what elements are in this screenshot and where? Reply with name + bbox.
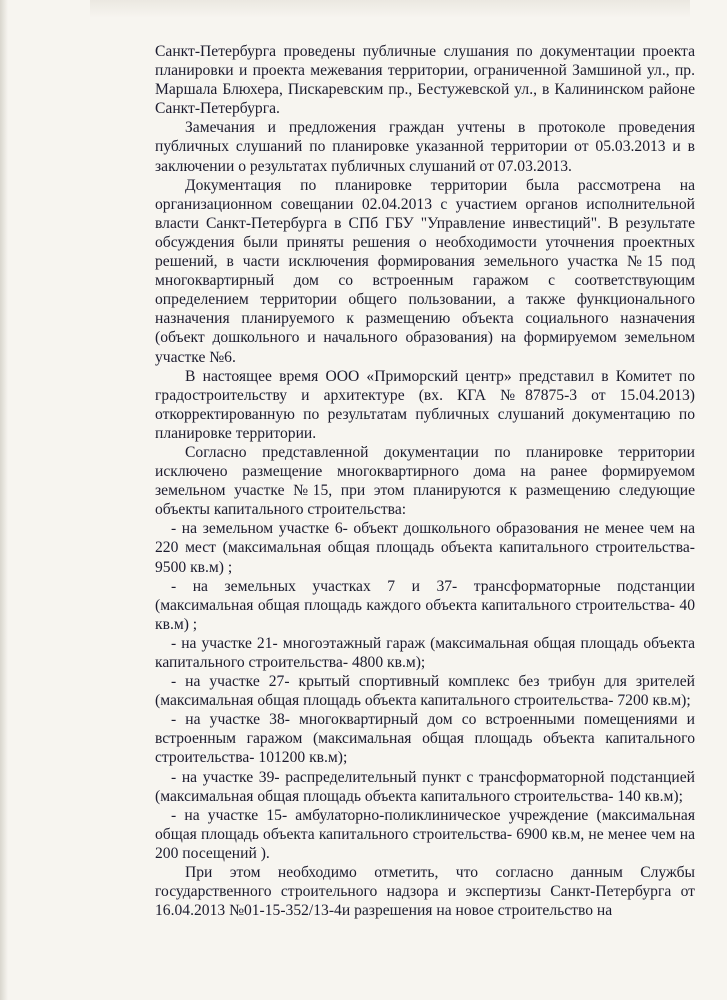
paragraph-corrected-documentation: В настоящее время ООО «Приморский центр» представил в Комитет по градостроительству и архитектуре (вх. КГА №87875-3 от 15.04.2013) откорректированную по результатам публичных слушаний документацию по планировке территории. <box>155 367 695 442</box>
paragraph-planned-objects-intro: Согласно представленной документации по планировке территории исключено размещение многоквартирного дома на ранее формируемом земельном участке №15, при этом планируются к размещению следующие объекты капитального строительства: <box>155 443 695 519</box>
paragraph-citizen-remarks: Замечания и предложения граждан учтены в протоколе проведения публичных слушаний по планировке указанной территории от 05.03.2013 и в заключении о результатах публичных слушаний от 07.03.2013. <box>155 119 695 175</box>
list-item-plot-39: - на участке 39- распределительный пункт с трансформаторной подстанцией (максимальная общая площадь объекта капитального строительства- 140 кв.м); <box>155 768 695 805</box>
document-body <box>155 42 695 920</box>
list-item-plot-6: - на земельном участке 6- объект дошкольного образования не менее чем на 220 мест (максимальная общая площадь объекта капитального строительства- 9500 кв.м) ; <box>155 520 695 576</box>
list-item-plot-15: - на участке 15- амбулаторно-поликлиническое учреждение (максимальная общая площадь объекта капитального строительства- 6900 кв.м, не менее чем на 200 посещений ). <box>155 806 695 862</box>
page-left-edge <box>0 0 8 1000</box>
paragraph-organizational-meeting: Документация по планировке территории была рассмотрена на организационном совещании 02.04.2013 с участием органов исполнительной власти Санкт-Петербурга в СПб ГБУ "Управление инвестиций". В результате обсуждения были приняты решения о необходимости уточнения проектных решений, в части исключения формирования земельного участка №15 под многоквартирный дом со встроенным гаражом с соответствующим определением территории общего пользовании, а также функционального назначения планируемого к размещению объекта социального назначения (объект дошкольного и начального образования) на формируемом земельном участке №6. <box>155 176 695 366</box>
list-item-plots-7-37: - на земельных участках 7 и 37- трансформаторные подстанции (максимальная общая площадь каждого объекта капитального строительства- 40 кв.м) ; <box>155 577 695 633</box>
page-top-shadow <box>90 0 690 18</box>
list-item-plot-21: - на участке 21- многоэтажный гараж (максимальная общая площадь объекта капитального строительства- 4800 кв.м); <box>155 634 695 671</box>
paragraph-construction-supervision: При этом необходимо отметить, что согласно данным Службы государственного строительного надзора и экспертизы Санкт-Петербурга от 16.04.2013 №01-15-352/13-4и разрешения на новое строительство на <box>155 864 695 920</box>
paragraph-public-hearings: Санкт-Петербурга проведены публичные слушания по документации проекта планировки и проекта межевания территории, ограниченной Замшиной ул., пр. Маршала Блюхера, Пискаревским пр., Бестужевской ул., в Калининском районе Санкт-Петербурга. <box>155 43 695 118</box>
list-item-plot-27: - на участке 27- крытый спортивный комплекс без трибун для зрителей (максимальная общая площадь объекта капитального строительства- 7200 кв.м); <box>155 673 695 710</box>
list-item-plot-38: - на участке 38- многоквартирный дом со встроенными помещениями и встроенным гаражом (максимальная общая площадь объекта капитального строительства- 101200 кв.м); <box>155 711 695 767</box>
